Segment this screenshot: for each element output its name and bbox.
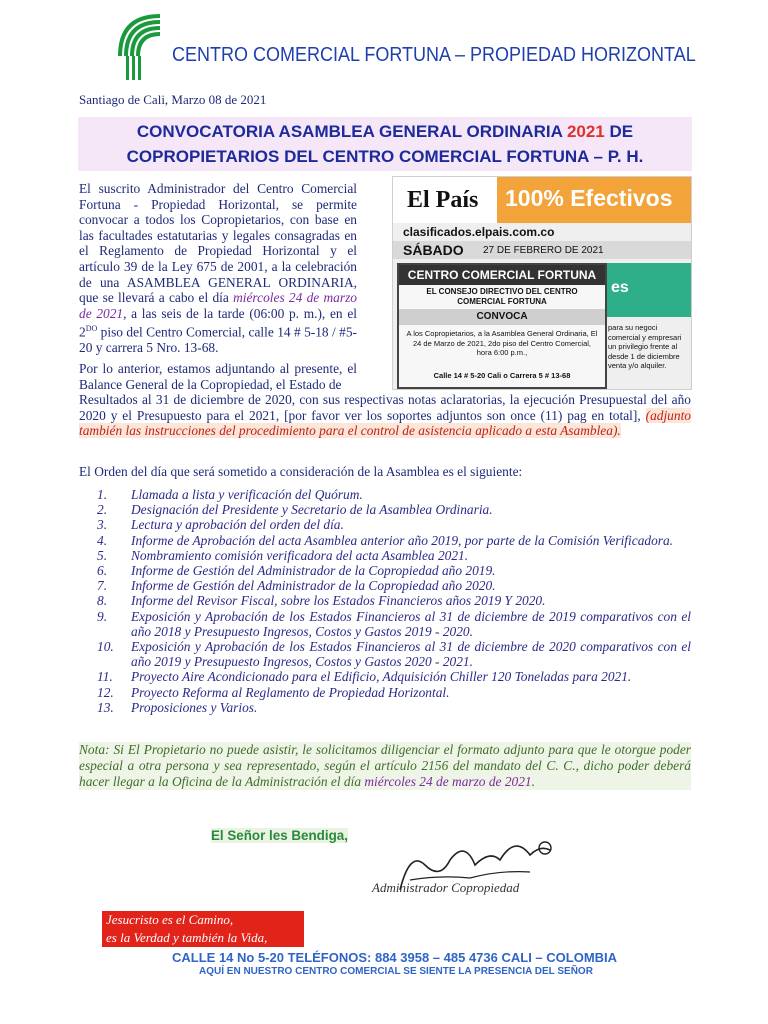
agenda-item	[79, 685, 691, 700]
header-title: CENTRO COMERCIAL FORTUNA – PROPIEDAD HORIZONTAL	[172, 44, 696, 66]
footer-tagline: AQUÍ EN NUESTRO CENTRO COMERCIAL SE SIENTE LA PRESENCIA DEL SEÑOR	[199, 966, 593, 977]
agenda-item-number: 7.	[97, 578, 108, 594]
note-text: Nota: Si El Propietario no puede asistir, le solicitamos diligenciar el formato adjunto para que le otorgue poder especial a otra persona y sea representado, según el artículo 2156 del mandato del C. C., dicho poder deberá hacer llegar a la Oficina de la Administración el día	[79, 742, 691, 789]
newspaper-banner: 100% Efectivos	[505, 185, 673, 211]
place-date: Santiago de Cali, Marzo 08 de 2021	[79, 92, 267, 107]
p1-date: miércoles 24 de marzo de 2021	[79, 290, 357, 321]
p1-text-b: , a las seis de la tarde (06:00 p. m.), en el 2	[79, 305, 357, 340]
agenda-item-number: 8.	[97, 593, 108, 609]
p1-superscript: DO	[85, 324, 98, 334]
agenda-item-text: Designación del Presidente y Secretario de la Asamblea Ordinaria.	[131, 502, 493, 518]
agenda-item	[79, 533, 691, 548]
agenda-item	[79, 548, 691, 563]
agenda-item-text: Informe de Gestión del Administrador de la Copropiedad año 2020.	[131, 578, 496, 594]
agenda-item-text: Proyecto Aire Acondicionado para el Edificio, Adquisición Chiller 120 Toneladas para 2021.	[131, 669, 632, 685]
agenda-item-text: Llamada a lista y verificación del Quórum.	[131, 487, 363, 502]
ad-address: Calle 14 # 5-20 Cali o Carrera 5 # 13-68	[433, 371, 571, 380]
document-title	[78, 117, 692, 171]
scripture-line-1: Jesucristo es el Camino,	[106, 912, 234, 927]
agenda-item-number: 3.	[97, 517, 108, 533]
newspaper-url: clasificados.elpais.com.co	[403, 225, 555, 239]
agenda-item	[79, 563, 691, 578]
agenda-item	[79, 487, 691, 502]
agenda-item-number: 10.	[97, 639, 114, 655]
scripture-line-2: es la Verdad y también la Vida,	[106, 930, 268, 945]
agenda-item-text: Lectura y aprobación del orden del día.	[131, 517, 344, 533]
title-year: 2021	[566, 122, 605, 141]
ad-subtitle: EL CONSEJO DIRECTIVO DEL CENTRO COMERCIAL FORTUNA	[426, 287, 578, 306]
title-line-1-a: CONVOCATORIA ASAMBLEA GENERAL ORDINARIA	[136, 122, 567, 141]
note-date: miércoles 24 de marzo de 2021	[364, 774, 532, 789]
agenda-item	[79, 593, 691, 608]
proxy-note	[79, 742, 691, 790]
agenda-item-number: 12.	[97, 684, 114, 700]
agenda-item-text: Exposición y Aprobación de los Estados Financieros al 31 de diciembre de 2020 comparativos con el año 2019 y Presupuesto Ingresos, Costos y Gastos 2020 - 2021.	[131, 639, 691, 670]
agenda-item-number: 1.	[97, 487, 108, 502]
agenda-item-text: Nombramiento comisión verificadora del acta Asamblea 2021.	[131, 547, 469, 563]
agenda-item-number: 11.	[97, 669, 113, 685]
agenda-item	[79, 669, 691, 684]
agenda-item	[79, 578, 691, 593]
agenda-item-number: 4.	[97, 532, 108, 548]
title-line-1	[78, 119, 692, 144]
agenda-item	[79, 700, 691, 715]
agenda-item-number: 9.	[97, 608, 108, 624]
agenda-item-text: Informe de Aprobación del acta Asamblea anterior año 2019, por parte de la Comisión Verificadora.	[131, 532, 674, 548]
signature-caption: Administrador Copropiedad	[372, 880, 520, 895]
p2-highlight: (adjunto también las instrucciones del procedimiento para el control de asistencia aplicado a esta Asamblea).	[79, 407, 691, 439]
paragraph-convocation	[79, 181, 357, 356]
newspaper-ad	[397, 263, 607, 389]
agenda-item	[79, 502, 691, 517]
blessing: El Señor les Bendiga,	[211, 828, 348, 843]
newspaper-day: SÁBADO	[403, 242, 464, 258]
agenda-item-text: Proyecto Reforma al Reglamento de Propiedad Horizontal.	[131, 684, 450, 700]
agenda-item	[79, 517, 691, 532]
p1-text-c: piso del Centro Comercial, calle 14 # 5-18 / #5-20 y carrera 5 Nro. 13-68.	[79, 324, 357, 356]
ad-convoca: CONVOCA	[399, 309, 605, 325]
agenda-intro: El Orden del día que será sometido a consideración de la Asamblea es el siguiente:	[79, 464, 523, 479]
paragraph-attachments-top: Por lo anterior, estamos adjuntando al presente, el Balance General de la Copropiedad, el Estado de	[79, 361, 357, 392]
note-end: .	[531, 774, 535, 789]
agenda-item	[79, 639, 691, 669]
agenda-item-number: 2.	[97, 502, 108, 518]
title-line-2: COPROPIETARIOS DEL CENTRO COMERCIAL FORTUNA – P. H.	[126, 147, 644, 166]
newspaper-clipping	[392, 176, 692, 390]
agenda-item-text: Exposición y Aprobación de los Estados Financieros al 31 de diciembre de 2019 comparativos con el año 2018 y Presupuesto Ingresos, Costos y Gastos 2019 - 2020.	[131, 608, 691, 639]
ad-body: A los Copropietarios, a la Asamblea General Ordinaria, El 24 de Marzo de 2021, 2do piso del Centro Comercial, hora 6:00 p.m.,	[406, 329, 598, 357]
newspaper-date: 27 DE FEBRERO DE 2021	[483, 245, 604, 256]
agenda-item-number: 6.	[97, 563, 108, 579]
ad-title: CENTRO COMERCIAL FORTUNA	[399, 265, 605, 285]
agenda-item-text: Informe del Revisor Fiscal, sobre los Estados Financieros años 2019 Y 2020.	[131, 593, 546, 609]
p2-text: Resultados al 31 de diciembre de 2020, con sus respectivas notas aclaratorias, la ejecución Presupuestal del año 2020 y el Presupuesto para el 2021, [por favor ver los soportes adjuntos son once (11) pag en total],	[79, 392, 691, 423]
company-logo	[116, 12, 160, 82]
title-line-1-b: DE	[604, 122, 634, 141]
newspaper-side-text: para su negoci comercial y empresari un privilegio frente al desde 1 de diciembre venta y/o alquiler.	[608, 323, 682, 370]
agenda-list	[79, 487, 691, 715]
paragraph-attachments	[79, 392, 691, 439]
agenda-item-number: 5.	[97, 547, 108, 563]
p1-text-a: El suscrito Administrador del Centro Comercial Fortuna - Propiedad Horizontal, se permite convocar a todos los Copropietarios, con base en las facultades estatutarias y legales consagradas en el Reglamento de Propiedad Horizontal y el artículo 39 de la Ley 675 de 2001, a la celebración de una ASAMBLEA GENERAL ORDINARIA, que se llevará a cabo el día	[79, 181, 357, 306]
agenda-item-text: Informe de Gestión del Administrador de la Copropiedad año 2019.	[131, 563, 496, 579]
newspaper-side-letter: es	[611, 279, 629, 296]
footer-contact: CALLE 14 No 5-20 TELÉFONOS: 884 3958 – 485 4736 CALI – COLOMBIA	[172, 950, 618, 965]
agenda-item-text: Proposiciones y Varios.	[131, 699, 258, 715]
agenda-item-number: 13.	[97, 699, 114, 715]
agenda-item	[79, 609, 691, 639]
newspaper-brand: El País	[407, 187, 479, 213]
